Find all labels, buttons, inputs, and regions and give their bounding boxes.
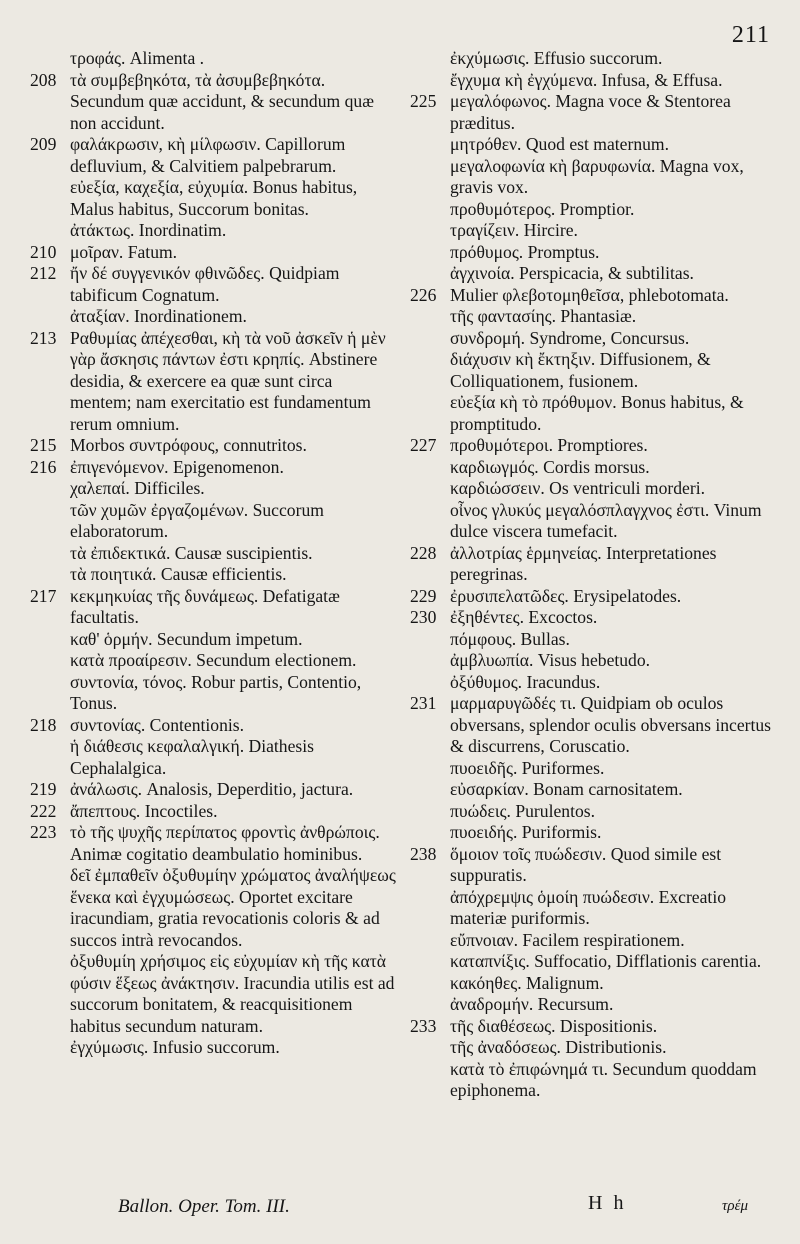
entry-text: ἐξηθέντες. Excoctos.	[450, 607, 598, 627]
glossary-entry	[410, 1037, 772, 1059]
glossary-entry	[30, 801, 396, 823]
glossary-entry	[410, 693, 772, 758]
glossary-entry	[30, 134, 396, 177]
glossary-entry	[30, 951, 396, 1037]
glossary-entry	[30, 564, 396, 586]
entry-text: πυοειδής. Puriformis.	[450, 822, 602, 842]
section-number: 227	[410, 435, 437, 455]
entry-text: ἀγχινοία. Perspicacia, & subtilitas.	[450, 263, 694, 283]
entry-text: ἐπιγενόμενον. Epigenomenon.	[70, 456, 284, 477]
section-number: 230	[410, 607, 437, 627]
glossary-entry	[30, 586, 396, 629]
glossary-entry	[30, 328, 396, 436]
section-number: 233	[410, 1015, 437, 1036]
entry-text: προθυμότερος. Promptior.	[450, 198, 635, 219]
entry-text: τὰ ποιητικά. Causæ efficientis.	[70, 564, 287, 584]
section-number: 229	[410, 585, 437, 606]
section-number: 215	[30, 435, 57, 455]
entry-text: ἀνάλωσις. Analosis, Deperditio, jactura.	[70, 779, 354, 799]
glossary-entry	[410, 973, 772, 995]
glossary-entry	[410, 156, 772, 199]
glossary-entry	[410, 801, 772, 823]
glossary-entry	[410, 672, 772, 694]
entry-text: ἐρυσιπελατῶδες. Erysipelatodes.	[450, 585, 682, 606]
entry-text: κεκμηκυίας τῆς δυνάμεως. Defatigatæ facultatis.	[70, 585, 340, 627]
section-number: 218	[30, 714, 57, 735]
entry-text: ἐκχύμωσις. Effusio succorum.	[450, 48, 663, 68]
entry-text: ἤν δέ συγγενικόν φθινῶδες. Quidpiam tabificum Cognatum.	[70, 263, 340, 305]
glossary-entry	[30, 500, 396, 543]
entry-text: καρδιωγμός. Cordis morsus.	[450, 456, 650, 477]
section-number: 223	[30, 822, 57, 842]
entry-text: ἄπεπτους. Incoctiles.	[70, 800, 218, 821]
glossary-entry	[30, 715, 396, 737]
entry-text: μητρόθεν. Quod est maternum.	[450, 134, 670, 154]
glossary-entry	[30, 865, 396, 951]
glossary-entry	[410, 1059, 772, 1102]
glossary-entry	[410, 994, 772, 1016]
entry-text: ὅμοιον τοῖς πυώδεσιν. Quod simile est suppuratis.	[450, 843, 722, 885]
left-column	[30, 48, 396, 1059]
glossary-entry	[30, 177, 396, 220]
glossary-entry	[410, 930, 772, 952]
glossary-entry	[410, 586, 772, 608]
glossary-entry	[410, 457, 772, 479]
glossary-entry	[410, 349, 772, 392]
section-number: 228	[410, 542, 437, 563]
entry-text: κατὰ προαίρεσιν. Secundum electionem.	[70, 650, 357, 670]
entry-text: ἀμβλυωπία. Visus hebetudo.	[450, 650, 651, 670]
entry-text: ἀλλοτρίας ἑρμηνείας. Interpretationes peregrinas.	[450, 542, 717, 584]
glossary-entry	[410, 543, 772, 586]
glossary-entry	[30, 650, 396, 672]
glossary-entry	[410, 779, 772, 801]
glossary-entry	[30, 457, 396, 479]
glossary-entry	[410, 844, 772, 887]
glossary-entry	[410, 306, 772, 328]
entry-text: ἀπόχρεμψις ὁμοίη πυώδεσιν. Excreatio materiæ puriformis.	[450, 886, 727, 928]
section-number: 226	[410, 284, 437, 305]
glossary-entry	[410, 242, 772, 264]
entry-text: συνδρομή. Syndrome, Concursus.	[450, 327, 690, 348]
section-number: 222	[30, 800, 57, 821]
entry-text: τὸ τῆς ψυχῆς περίπατος φροντὶς ἀνθρώποις. Animæ cogitatio deambulatio hominibus.	[70, 822, 380, 864]
entry-text: φαλάκρωσιν, κὴ μίλφωσιν. Capillorum defluvium, & Calvitiem palpebrarum.	[70, 134, 346, 176]
entry-text: μεγαλόφωνος. Magna voce & Stentorea præditus.	[450, 91, 731, 133]
entry-text: ἔγχυμα κὴ ἐγχύμενα. Infusa, & Effusa.	[450, 69, 723, 90]
glossary-entry	[30, 822, 396, 865]
glossary-entry	[410, 629, 772, 651]
entry-text: τραγίζειν. Hircire.	[450, 220, 578, 240]
entry-text: ἀναδρομήν. Recursum.	[450, 994, 614, 1014]
glossary-entry	[30, 48, 396, 70]
glossary-entry	[410, 435, 772, 457]
entry-text: κακόηθες. Malignum.	[450, 972, 604, 993]
section-number: 212	[30, 263, 57, 283]
entry-text: εὐσαρκίαν. Bonam carnositatem.	[450, 779, 683, 799]
glossary-entry	[410, 220, 772, 242]
entry-text: μαρμαρυγῶδές τι. Quidpiam ob oculos obversans, splendor oculis obversans incertus & discurrens, Coruscatio.	[450, 693, 772, 756]
glossary-entry	[30, 263, 396, 306]
glossary-entry	[30, 1037, 396, 1059]
glossary-entry	[410, 263, 772, 285]
entry-text: Mulier φλεβοτομηθεῖσα, phlebotomata.	[450, 284, 729, 305]
glossary-entry	[410, 951, 772, 973]
section-number: 217	[30, 585, 57, 606]
glossary-entry	[410, 1016, 772, 1038]
glossary-entry	[30, 70, 396, 135]
glossary-entry	[30, 672, 396, 715]
entry-text: ἡ διάθεσις κεφαλαλγική. Diathesis Cephalalgica.	[70, 736, 314, 778]
glossary-entry	[30, 736, 396, 779]
entry-text: τῆς ἀναδόσεως. Distributionis.	[450, 1037, 667, 1057]
glossary-entry	[30, 242, 396, 264]
entry-text: ἀτάκτως. Inordinatim.	[70, 220, 227, 240]
section-number: 208	[30, 69, 57, 90]
glossary-entry	[30, 779, 396, 801]
entry-text: μεγαλοφωνία κὴ βαρυφωνία. Magna vox, gravis vox.	[450, 155, 744, 197]
entry-text: οἶνος γλυκύς μεγαλόσπλαγχνος ἐστι. Vinum dulce viscera tumefacit.	[450, 499, 762, 541]
entry-text: μοῖραν. Fatum.	[70, 241, 178, 262]
glossary-entry	[410, 70, 772, 92]
entry-text: χαλεπαί. Difficiles.	[70, 478, 205, 498]
entry-text: τῆς διαθέσεως. Dispositionis.	[450, 1015, 658, 1036]
glossary-entry	[410, 392, 772, 435]
running-title: Ballon. Oper. Tom. III.	[118, 1196, 290, 1217]
entry-text: τὰ ἐπιδεκτικά. Causæ suscipientis.	[70, 542, 313, 563]
section-number: 213	[30, 327, 57, 348]
entry-text: εὐεξία, καχεξία, εὐχυμία. Bonus habitus, Malus habitus, Succorum bonitas.	[70, 177, 358, 219]
section-number: 238	[410, 843, 437, 864]
section-number: 231	[410, 693, 437, 713]
entry-text: διάχυσιν κὴ ἔκτηξιν. Diffusionem, & Colliquationem, fusionem.	[450, 349, 711, 391]
entry-text: συντονία, τόνος. Robur partis, Contentio, Tonus.	[70, 671, 362, 713]
glossary-entry	[30, 543, 396, 565]
section-number: 219	[30, 779, 57, 799]
entry-text: τὰ συμβεβηκότα, τὰ ἀσυμβεβηκότα. Secundum quæ accidunt, & secundum quæ non accidunt.	[70, 69, 374, 133]
section-number: 225	[410, 91, 437, 111]
entry-text: καρδιώσσειν. Os ventriculi morderi.	[450, 478, 706, 498]
glossary-entry	[410, 822, 772, 844]
section-number: 209	[30, 134, 57, 154]
glossary-entry	[410, 328, 772, 350]
glossary-entry	[410, 887, 772, 930]
entry-text: συντονίας. Contentionis.	[70, 714, 245, 735]
glossary-entry	[410, 478, 772, 500]
glossary-entry	[30, 220, 396, 242]
catchword: τρέμ	[722, 1198, 749, 1214]
glossary-entry	[410, 134, 772, 156]
entry-text: δεῖ ἐμπαθεῖν ὀξυθυμίην χρώματος ἀναλήψεως ἕνεκα καὶ ἐγχυμώσεως. Oportet excitare iracundiam, gratia revocationis coloris & ad succos intrà revocandos.	[70, 865, 396, 950]
glossary-entry	[410, 607, 772, 629]
glossary-entry	[410, 91, 772, 134]
glossary-entry	[410, 285, 772, 307]
entry-text: κατὰ τὸ ἐπιφώνημά τι. Secundum quoddam epiphonema.	[450, 1058, 757, 1100]
entry-text: προθυμότεροι. Promptiores.	[450, 435, 648, 455]
glossary-entry	[410, 758, 772, 780]
entry-text: πρόθυμος. Promptus.	[450, 241, 600, 262]
entry-text: ἀταξίαν. Inordinationem.	[70, 306, 247, 326]
entry-text: πυώδεις. Purulentos.	[450, 800, 596, 821]
entry-text: τῶν χυμῶν ἐργαζομένων. Succorum elaboratorum.	[70, 499, 324, 541]
glossary-entry	[410, 650, 772, 672]
section-number: 216	[30, 456, 57, 477]
signature-mark: H h	[588, 1192, 627, 1214]
entry-text: καταπνίξις. Suffocatio, Difflationis carentia.	[450, 951, 762, 971]
entry-text: τῆς φαντασίης. Phantasiæ.	[450, 306, 637, 326]
glossary-entry	[410, 500, 772, 543]
glossary-entry	[30, 306, 396, 328]
entry-text: εὐεξία κὴ τὸ πρόθυμον. Bonus habitus, & promptitudo.	[450, 392, 744, 434]
entry-text: καθ' ὁρμήν. Secundum impetum.	[70, 628, 303, 649]
page-number: 211	[731, 22, 770, 48]
glossary-entry	[30, 629, 396, 651]
glossary-entry	[30, 478, 396, 500]
entry-text: εὔπνοιαν. Facilem respirationem.	[450, 929, 685, 950]
entry-text: πυοειδῆς. Puriformes.	[450, 757, 605, 778]
entry-text: Ραθυμίας ἀπέχεσθαι, κὴ τὰ νοῦ ἀσκεῖν ἡ μὲν γὰρ ἄσκησις πάντων ἐστι κρηπίς. Abstinere desidia, & exercere ea quæ sunt circa mentem; nam exercitatio est fundamentum rerum omnium.	[70, 327, 386, 434]
section-number: 210	[30, 241, 57, 262]
entry-text: ὀξυθυμίη χρήσιμος εἰς εὐχυμίαν κὴ τῆς κατὰ φύσιν ἕξεως ἀνάκτησιν. Iracundia utilis est ad succorum bonitatem, & reacquisitionem habitus secundum naturam.	[70, 951, 395, 1036]
entry-text: Morbos συντρόφους, connutritos.	[70, 435, 307, 455]
glossary-entry	[30, 435, 396, 457]
entry-text: ἐγχύμωσις. Infusio succorum.	[70, 1037, 280, 1057]
entry-text: ὀξύθυμος. Iracundus.	[450, 671, 601, 692]
entry-text: πόμφους. Bullas.	[450, 628, 570, 649]
glossary-entry	[410, 199, 772, 221]
entry-text: τροφάς. Alimenta .	[70, 48, 205, 68]
right-column	[410, 48, 772, 1102]
glossary-entry	[410, 48, 772, 70]
